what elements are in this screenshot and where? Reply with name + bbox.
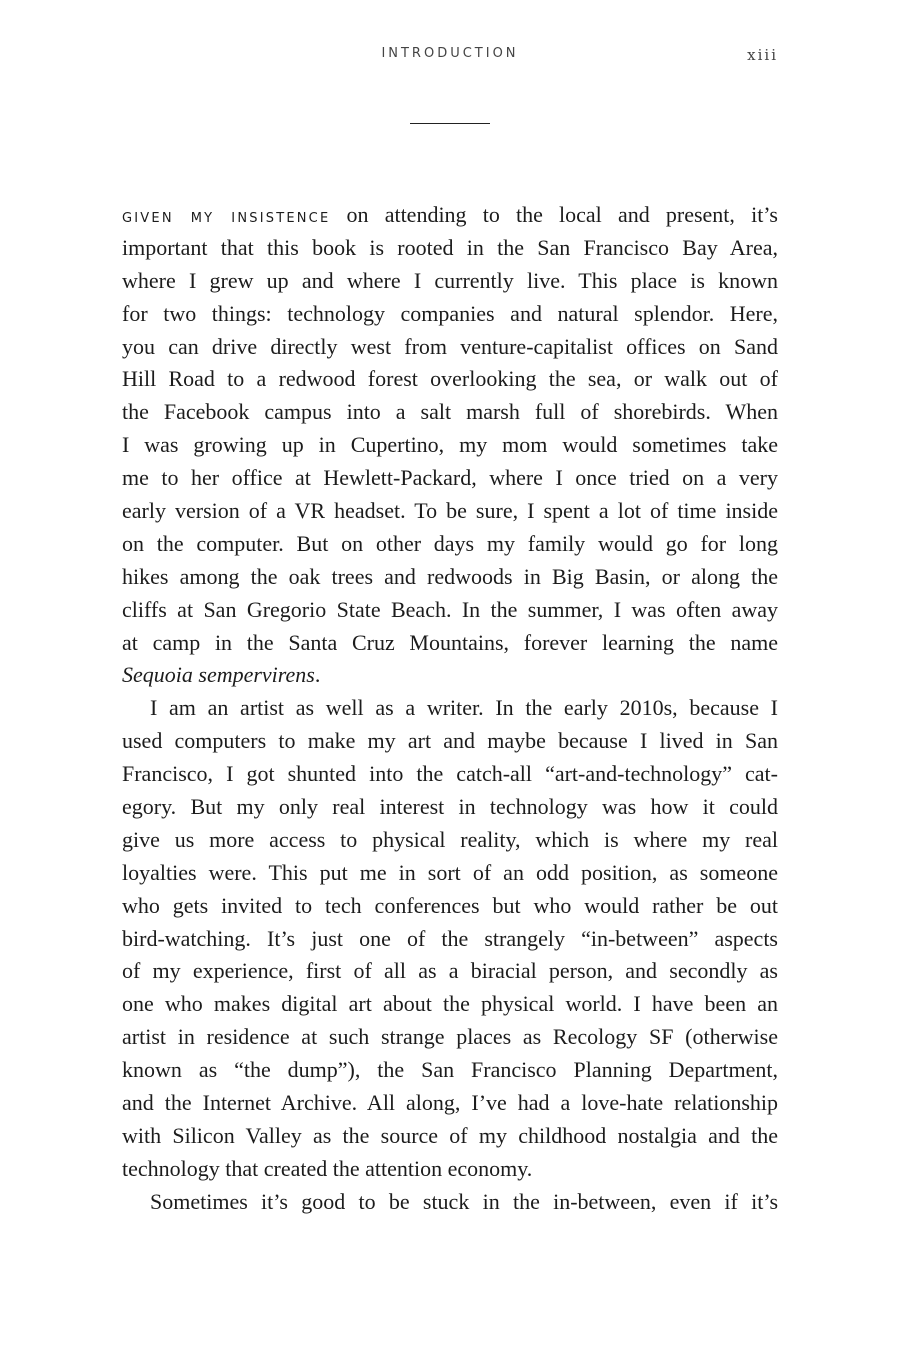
text-line: of my experience, first of all as a biracial person, and secondly as: [122, 958, 778, 984]
text-line: give us more access to physical reality, which is where my real: [122, 826, 778, 852]
running-head: [0, 46, 900, 66]
paragraph-3: [122, 1186, 778, 1219]
section-break-rule: [410, 123, 490, 124]
page-number: xiii: [747, 46, 778, 64]
text-line: on the computer. But on other days my family would go for long: [122, 530, 778, 556]
text-line: I am an artist as well as a writer. In the early 2010s, because I: [150, 695, 778, 721]
text-line-fragment: on attending to the local and present, it’s: [330, 202, 778, 227]
text-line: bird-watching. It’s just one of the strangely “in-between” aspects: [122, 925, 778, 951]
italic-species-name: Sequoia sempervirens: [122, 662, 315, 688]
paragraph-1: [122, 199, 778, 692]
text-line: early version of a VR headset. To be sure, I spent a lot of time inside: [122, 498, 778, 524]
text-line: at camp in the Santa Cruz Mountains, forever learning the name: [122, 629, 778, 655]
text-line: for two things: technology companies and natural splendor. Here,: [122, 300, 778, 326]
text-line: artist in residence at such strange places as Recology SF (otherwise: [122, 1024, 778, 1050]
text-line: Francisco, I got shunted into the catch-all “art-and-technology” cat-: [122, 761, 778, 787]
text-line: where I grew up and where I currently live. This place is known: [122, 267, 778, 293]
text-line: [122, 659, 778, 692]
section-title: INTRODUCTION: [381, 46, 519, 61]
text-line: known as “the dump”), the San Francisco Planning Department,: [122, 1057, 778, 1083]
text-line: cliffs at San Gregorio State Beach. In the summer, I was often away: [122, 596, 778, 622]
paragraph-2: [122, 692, 778, 1185]
text-line: me to her office at Hewlett-Packard, where I once tried on a very: [122, 465, 778, 491]
text-line: hikes among the oak trees and redwoods in Big Basin, or along the: [122, 563, 778, 589]
text-line: the Facebook campus into a salt marsh full of shorebirds. When: [122, 399, 778, 425]
text-line: [122, 199, 778, 232]
text-line: who gets invited to tech conferences but who would rather be out: [122, 892, 778, 918]
text-line-fragment: .: [314, 662, 321, 688]
body-text: [122, 199, 778, 1219]
text-line: and the Internet Archive. All along, I’ve had a love-hate relationship: [122, 1090, 778, 1116]
text-line: egory. But my only real interest in technology was how it could: [122, 794, 778, 820]
lead-in-small-caps: GIVEN MY INSISTENCE: [122, 211, 331, 226]
text-line: I was growing up in Cupertino, my mom would sometimes take: [122, 432, 778, 458]
text-line: technology that created the attention economy.: [122, 1155, 533, 1181]
text-line: Hill Road to a redwood forest overlooking the sea, or walk out of: [122, 366, 778, 392]
text-line: loyalties were. This put me in sort of an odd position, as someone: [122, 859, 778, 885]
text-line: used computers to make my art and maybe because I lived in San: [122, 728, 778, 754]
text-line: you can drive directly west from venture-capitalist offices on Sand: [122, 333, 778, 359]
text-line: one who makes digital art about the physical world. I have been an: [122, 991, 778, 1017]
text-line: important that this book is rooted in the San Francisco Bay Area,: [122, 234, 778, 260]
text-line: with Silicon Valley as the source of my childhood nostalgia and the: [122, 1122, 778, 1148]
text-line: Sometimes it’s good to be stuck in the in-between, even if it’s: [150, 1188, 778, 1214]
